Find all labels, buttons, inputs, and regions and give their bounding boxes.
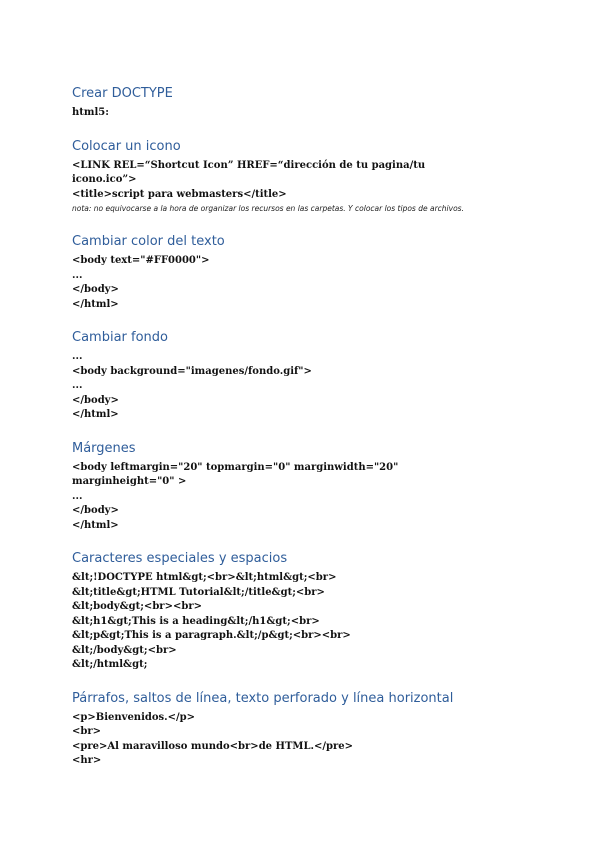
code-line: ... — [72, 351, 83, 362]
code-line: ... — [72, 490, 83, 502]
section-heading: Cambiar fondo — [72, 330, 168, 345]
code-line: </body> — [72, 284, 119, 295]
code-line: </body> — [72, 394, 119, 406]
code-line: &lt;/body&gt;<br> — [72, 644, 177, 656]
code-line: <title>script para webmasters</title> — [72, 188, 287, 200]
section-margins — [72, 441, 532, 534]
code-line: </html> — [72, 519, 119, 531]
note-text: nota: no equivocarse a la hora de organizar los recursos en las carpetas. Y colocar los tipos de archivos. — [72, 204, 464, 213]
code-line: icono.ico”> — [72, 174, 137, 185]
code-line: &lt;h1&gt;This is a heading&lt;/h1&gt;<br> — [72, 615, 320, 627]
code-line: <br> — [72, 726, 102, 737]
code-line: <pre>Al maravilloso mundo<br>de HTML.</pre> — [72, 740, 354, 752]
code-line: </html> — [72, 409, 119, 420]
section-background — [72, 330, 532, 423]
section-doctype — [72, 86, 532, 121]
section-text-color — [72, 234, 532, 312]
document-page — [72, 86, 532, 769]
code-line: &lt;/html&gt; — [72, 659, 148, 670]
code-line: <p>Bienvenidos.</p> — [72, 711, 196, 723]
code-line: &lt;title&gt;HTML Tutorial&lt;/title&gt;<br> — [72, 586, 325, 598]
code-line: marginheight="0" > — [72, 476, 187, 487]
code-line: </html> — [72, 298, 119, 310]
section-icon — [72, 139, 532, 217]
code-line: ... — [72, 380, 83, 391]
section-special-chars — [72, 551, 532, 673]
section-heading: Párrafos, saltos de línea, texto perforado y línea horizontal — [72, 690, 454, 706]
section-paragraphs — [72, 691, 532, 769]
code-line: &lt;!DOCTYPE html&gt;<br>&lt;html&gt;<br> — [72, 572, 337, 583]
code-line: </body> — [72, 505, 119, 516]
code-line: <body leftmargin="20" topmargin="0" marginwidth="20" — [72, 461, 399, 473]
code-line: <body background="imagenes/fondo.gif"> — [72, 365, 312, 377]
code-line: &lt;body&gt;<br><br> — [72, 601, 202, 612]
code-line: <hr> — [72, 755, 102, 766]
code-line: <LINK REL=“Shortcut Icon” HREF=“dirección de tu pagina/tu — [72, 159, 426, 171]
section-heading: Cambiar color del texto — [72, 234, 225, 249]
section-heading: Caracteres especiales y espacios — [72, 551, 288, 566]
code-line: <body text="#FF0000"> — [72, 255, 210, 266]
section-heading: Colocar un icono — [72, 138, 181, 154]
code-line: &lt;p&gt;This is a paragraph.&lt;/p&gt;<br><br> — [72, 630, 351, 641]
section-heading: Márgenes — [72, 440, 136, 456]
code-line: ... — [72, 269, 83, 281]
code-line: html5: — [72, 107, 109, 118]
section-heading: Crear DOCTYPE — [72, 86, 173, 101]
